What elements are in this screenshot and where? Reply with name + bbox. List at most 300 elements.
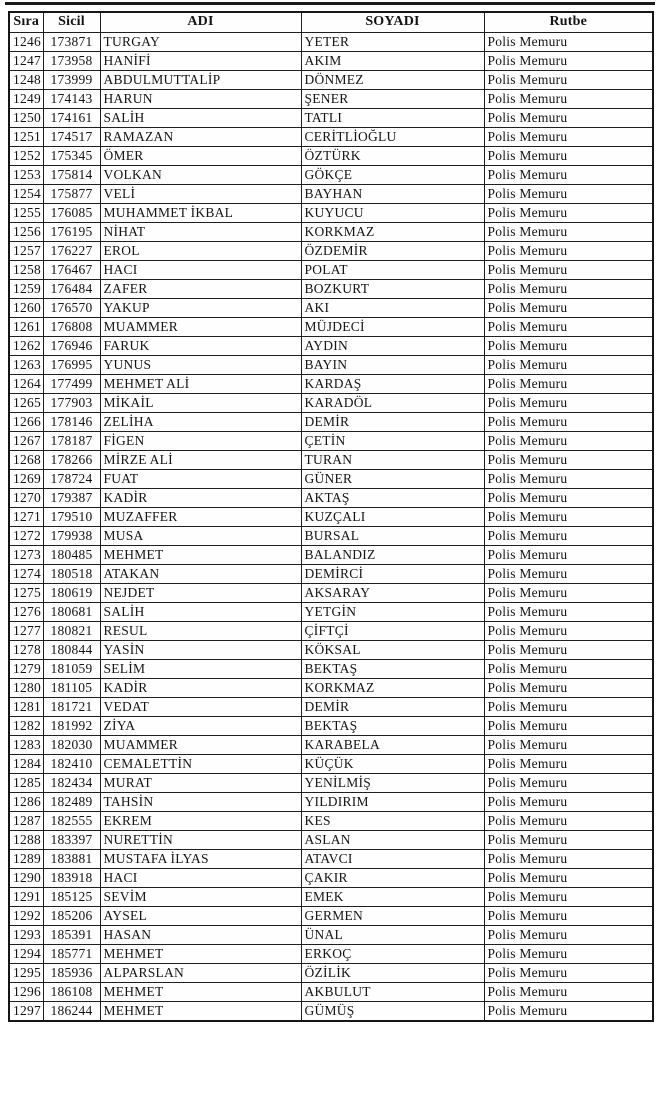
- cell-adi: MEHMET: [100, 945, 301, 964]
- table-row: [9, 128, 653, 147]
- cell-sira: 1272: [9, 527, 43, 546]
- cell-adi: MURAT: [100, 774, 301, 793]
- cell-adi: FİGEN: [100, 432, 301, 451]
- cell-sicil: 185391: [43, 926, 100, 945]
- cell-sira: 1275: [9, 584, 43, 603]
- table-row: [9, 926, 653, 945]
- cell-adi: TAHSİN: [100, 793, 301, 812]
- cell-sira: 1264: [9, 375, 43, 394]
- table-row: [9, 755, 653, 774]
- cell-adi: MİKAİL: [100, 394, 301, 413]
- cell-soyadi: ÜNAL: [301, 926, 484, 945]
- header-sira: Sıra: [9, 12, 43, 33]
- table-row: [9, 622, 653, 641]
- cell-sicil: 173999: [43, 71, 100, 90]
- cell-adi: YASİN: [100, 641, 301, 660]
- cell-sicil: 175345: [43, 147, 100, 166]
- header-rutbe: Rutbe: [484, 12, 653, 33]
- cell-soyadi: KUZÇALI: [301, 508, 484, 527]
- cell-sicil: 180485: [43, 546, 100, 565]
- cell-soyadi: KES: [301, 812, 484, 831]
- cell-rutbe: Polis Memuru: [484, 717, 653, 736]
- cell-soyadi: ASLAN: [301, 831, 484, 850]
- cell-rutbe: Polis Memuru: [484, 812, 653, 831]
- cell-sicil: 176467: [43, 261, 100, 280]
- cell-sira: 1248: [9, 71, 43, 90]
- cell-sira: 1257: [9, 242, 43, 261]
- cell-rutbe: Polis Memuru: [484, 945, 653, 964]
- table-row: [9, 641, 653, 660]
- cell-sicil: 173958: [43, 52, 100, 71]
- cell-sicil: 186244: [43, 1002, 100, 1022]
- cell-adi: ZELİHA: [100, 413, 301, 432]
- table-row: [9, 793, 653, 812]
- table-row: [9, 831, 653, 850]
- cell-adi: MİRZE ALİ: [100, 451, 301, 470]
- cell-rutbe: Polis Memuru: [484, 242, 653, 261]
- cell-sira: 1288: [9, 831, 43, 850]
- cell-soyadi: AKTAŞ: [301, 489, 484, 508]
- cell-rutbe: Polis Memuru: [484, 774, 653, 793]
- cell-sicil: 180821: [43, 622, 100, 641]
- cell-rutbe: Polis Memuru: [484, 907, 653, 926]
- cell-sira: 1259: [9, 280, 43, 299]
- cell-adi: YUNUS: [100, 356, 301, 375]
- cell-sicil: 174143: [43, 90, 100, 109]
- personnel-table: [8, 11, 654, 1022]
- cell-sira: 1297: [9, 1002, 43, 1022]
- cell-soyadi: TURAN: [301, 451, 484, 470]
- cell-adi: FUAT: [100, 470, 301, 489]
- table-row: [9, 223, 653, 242]
- table-row: [9, 907, 653, 926]
- cell-sicil: 183918: [43, 869, 100, 888]
- cell-soyadi: TATLI: [301, 109, 484, 128]
- cell-adi: KADİR: [100, 489, 301, 508]
- cell-sira: 1284: [9, 755, 43, 774]
- cell-sicil: 176570: [43, 299, 100, 318]
- cell-soyadi: GÜNER: [301, 470, 484, 489]
- table-row: [9, 679, 653, 698]
- cell-soyadi: ÇİFTÇİ: [301, 622, 484, 641]
- cell-sira: 1249: [9, 90, 43, 109]
- cell-rutbe: Polis Memuru: [484, 641, 653, 660]
- cell-soyadi: BURSAL: [301, 527, 484, 546]
- cell-rutbe: Polis Memuru: [484, 584, 653, 603]
- cell-sira: 1256: [9, 223, 43, 242]
- cell-rutbe: Polis Memuru: [484, 394, 653, 413]
- cell-sira: 1268: [9, 451, 43, 470]
- cell-soyadi: DÖNMEZ: [301, 71, 484, 90]
- cell-rutbe: Polis Memuru: [484, 318, 653, 337]
- cell-sicil: 182555: [43, 812, 100, 831]
- cell-sira: 1295: [9, 964, 43, 983]
- table-row: [9, 451, 653, 470]
- cell-sira: 1276: [9, 603, 43, 622]
- table-header-row: [9, 12, 653, 33]
- cell-sira: 1283: [9, 736, 43, 755]
- cell-adi: NİHAT: [100, 223, 301, 242]
- cell-adi: MEHMET: [100, 1002, 301, 1022]
- cell-sira: 1265: [9, 394, 43, 413]
- cell-sicil: 174517: [43, 128, 100, 147]
- cell-sira: 1281: [9, 698, 43, 717]
- cell-adi: TURGAY: [100, 33, 301, 52]
- cell-sicil: 181059: [43, 660, 100, 679]
- table-row: [9, 660, 653, 679]
- cell-adi: ZAFER: [100, 280, 301, 299]
- cell-sicil: 179510: [43, 508, 100, 527]
- cell-rutbe: Polis Memuru: [484, 698, 653, 717]
- cell-sicil: 177499: [43, 375, 100, 394]
- table-row: [9, 812, 653, 831]
- cell-soyadi: YILDIRIM: [301, 793, 484, 812]
- table-row: [9, 90, 653, 109]
- cell-sicil: 180619: [43, 584, 100, 603]
- cell-sira: 1291: [9, 888, 43, 907]
- table-row: [9, 71, 653, 90]
- cell-adi: ZİYA: [100, 717, 301, 736]
- cell-sicil: 182030: [43, 736, 100, 755]
- cell-sira: 1267: [9, 432, 43, 451]
- cell-adi: SELİM: [100, 660, 301, 679]
- header-sicil: Sicil: [43, 12, 100, 33]
- cell-soyadi: ERKOÇ: [301, 945, 484, 964]
- cell-sicil: 182410: [43, 755, 100, 774]
- cell-sicil: 185936: [43, 964, 100, 983]
- cell-rutbe: Polis Memuru: [484, 33, 653, 52]
- cell-rutbe: Polis Memuru: [484, 983, 653, 1002]
- table-row: [9, 603, 653, 622]
- cell-soyadi: POLAT: [301, 261, 484, 280]
- cell-rutbe: Polis Memuru: [484, 603, 653, 622]
- header-adi: ADI: [100, 12, 301, 33]
- cell-sira: 1292: [9, 907, 43, 926]
- cell-sira: 1253: [9, 166, 43, 185]
- cell-soyadi: BALANDIZ: [301, 546, 484, 565]
- cell-rutbe: Polis Memuru: [484, 850, 653, 869]
- cell-sira: 1289: [9, 850, 43, 869]
- cell-sicil: 182489: [43, 793, 100, 812]
- cell-soyadi: KARDAŞ: [301, 375, 484, 394]
- cell-soyadi: BOZKURT: [301, 280, 484, 299]
- cell-adi: NEJDET: [100, 584, 301, 603]
- table-row: [9, 33, 653, 52]
- cell-sira: 1282: [9, 717, 43, 736]
- cell-sira: 1251: [9, 128, 43, 147]
- cell-sira: 1271: [9, 508, 43, 527]
- table-row: [9, 470, 653, 489]
- table-body: [9, 33, 653, 1022]
- cell-soyadi: AKI: [301, 299, 484, 318]
- table-row: [9, 736, 653, 755]
- table-row: [9, 869, 653, 888]
- cell-adi: HASAN: [100, 926, 301, 945]
- cell-adi: RESUL: [100, 622, 301, 641]
- cell-rutbe: Polis Memuru: [484, 888, 653, 907]
- cell-sicil: 183881: [43, 850, 100, 869]
- cell-adi: MEHMET: [100, 983, 301, 1002]
- table-row: [9, 565, 653, 584]
- cell-rutbe: Polis Memuru: [484, 660, 653, 679]
- table-row: [9, 584, 653, 603]
- cell-sicil: 181105: [43, 679, 100, 698]
- table-row: [9, 52, 653, 71]
- table-row: [9, 356, 653, 375]
- table-row: [9, 413, 653, 432]
- cell-rutbe: Polis Memuru: [484, 793, 653, 812]
- cell-soyadi: ÇETİN: [301, 432, 484, 451]
- cell-sira: 1296: [9, 983, 43, 1002]
- cell-rutbe: Polis Memuru: [484, 223, 653, 242]
- table-row: [9, 299, 653, 318]
- table-row: [9, 527, 653, 546]
- table-row: [9, 394, 653, 413]
- cell-sira: 1262: [9, 337, 43, 356]
- table-row: [9, 983, 653, 1002]
- table-row: [9, 489, 653, 508]
- cell-rutbe: Polis Memuru: [484, 565, 653, 584]
- cell-sira: 1280: [9, 679, 43, 698]
- cell-rutbe: Polis Memuru: [484, 52, 653, 71]
- cell-soyadi: DEMİR: [301, 698, 484, 717]
- cell-adi: MUHAMMET İKBAL: [100, 204, 301, 223]
- cell-sicil: 175877: [43, 185, 100, 204]
- cell-adi: MUAMMER: [100, 318, 301, 337]
- cell-soyadi: YETGİN: [301, 603, 484, 622]
- cell-sicil: 186108: [43, 983, 100, 1002]
- cell-sicil: 176995: [43, 356, 100, 375]
- cell-adi: HACI: [100, 869, 301, 888]
- cell-adi: NURETTİN: [100, 831, 301, 850]
- cell-sira: 1277: [9, 622, 43, 641]
- cell-rutbe: Polis Memuru: [484, 337, 653, 356]
- cell-rutbe: Polis Memuru: [484, 356, 653, 375]
- cell-rutbe: Polis Memuru: [484, 261, 653, 280]
- cell-soyadi: ATAVCI: [301, 850, 484, 869]
- table-row: [9, 432, 653, 451]
- cell-rutbe: Polis Memuru: [484, 204, 653, 223]
- cell-adi: ATAKAN: [100, 565, 301, 584]
- cell-sira: 1252: [9, 147, 43, 166]
- table-row: [9, 508, 653, 527]
- cell-sira: 1255: [9, 204, 43, 223]
- cell-adi: SEVİM: [100, 888, 301, 907]
- table-row: [9, 166, 653, 185]
- cell-sicil: 176484: [43, 280, 100, 299]
- cell-sicil: 185125: [43, 888, 100, 907]
- cell-rutbe: Polis Memuru: [484, 71, 653, 90]
- cell-soyadi: KARADÖL: [301, 394, 484, 413]
- cell-soyadi: YETER: [301, 33, 484, 52]
- cell-rutbe: Polis Memuru: [484, 451, 653, 470]
- cell-soyadi: KORKMAZ: [301, 679, 484, 698]
- cell-sicil: 185206: [43, 907, 100, 926]
- cell-sicil: 178146: [43, 413, 100, 432]
- cell-adi: RAMAZAN: [100, 128, 301, 147]
- cell-rutbe: Polis Memuru: [484, 432, 653, 451]
- cell-soyadi: ŞENER: [301, 90, 484, 109]
- cell-sicil: 176085: [43, 204, 100, 223]
- table-row: [9, 204, 653, 223]
- cell-rutbe: Polis Memuru: [484, 622, 653, 641]
- cell-adi: VOLKAN: [100, 166, 301, 185]
- cell-sicil: 180844: [43, 641, 100, 660]
- cell-sira: 1258: [9, 261, 43, 280]
- cell-rutbe: Polis Memuru: [484, 926, 653, 945]
- cell-soyadi: BAYHAN: [301, 185, 484, 204]
- cell-sira: 1261: [9, 318, 43, 337]
- cell-rutbe: Polis Memuru: [484, 869, 653, 888]
- cell-sira: 1250: [9, 109, 43, 128]
- cell-rutbe: Polis Memuru: [484, 527, 653, 546]
- cell-adi: MUSA: [100, 527, 301, 546]
- cell-sira: 1270: [9, 489, 43, 508]
- cell-rutbe: Polis Memuru: [484, 128, 653, 147]
- cell-soyadi: GÖKÇE: [301, 166, 484, 185]
- table-row: [9, 318, 653, 337]
- table-row: [9, 945, 653, 964]
- cell-soyadi: CERİTLİOĞLU: [301, 128, 484, 147]
- cell-sicil: 176808: [43, 318, 100, 337]
- cell-rutbe: Polis Memuru: [484, 736, 653, 755]
- table-row: [9, 261, 653, 280]
- cell-adi: HACI: [100, 261, 301, 280]
- cell-sira: 1254: [9, 185, 43, 204]
- cell-adi: KADİR: [100, 679, 301, 698]
- cell-sira: 1278: [9, 641, 43, 660]
- cell-soyadi: AKSARAY: [301, 584, 484, 603]
- table-row: [9, 717, 653, 736]
- cell-rutbe: Polis Memuru: [484, 508, 653, 527]
- cell-sira: 1246: [9, 33, 43, 52]
- cell-adi: SALİH: [100, 109, 301, 128]
- cell-sira: 1266: [9, 413, 43, 432]
- cell-sicil: 179938: [43, 527, 100, 546]
- cell-adi: ABDULMUTTALİP: [100, 71, 301, 90]
- cell-adi: EKREM: [100, 812, 301, 831]
- cell-sicil: 178187: [43, 432, 100, 451]
- cell-adi: AYSEL: [100, 907, 301, 926]
- cell-soyadi: YENİLMİŞ: [301, 774, 484, 793]
- cell-sicil: 176195: [43, 223, 100, 242]
- cell-sira: 1293: [9, 926, 43, 945]
- cell-rutbe: Polis Memuru: [484, 413, 653, 432]
- table-row: [9, 242, 653, 261]
- table-row: [9, 147, 653, 166]
- cell-rutbe: Polis Memuru: [484, 280, 653, 299]
- top-rule: [5, 2, 655, 5]
- table-row: [9, 109, 653, 128]
- cell-rutbe: Polis Memuru: [484, 109, 653, 128]
- cell-sicil: 173871: [43, 33, 100, 52]
- cell-rutbe: Polis Memuru: [484, 299, 653, 318]
- table-row: [9, 337, 653, 356]
- cell-adi: MEHMET: [100, 546, 301, 565]
- cell-sira: 1247: [9, 52, 43, 71]
- cell-adi: MUZAFFER: [100, 508, 301, 527]
- cell-soyadi: MÜJDECİ: [301, 318, 484, 337]
- cell-sicil: 176227: [43, 242, 100, 261]
- cell-sicil: 178724: [43, 470, 100, 489]
- cell-soyadi: KUYUCU: [301, 204, 484, 223]
- cell-soyadi: BEKTAŞ: [301, 717, 484, 736]
- cell-soyadi: ÖZTÜRK: [301, 147, 484, 166]
- cell-adi: VELİ: [100, 185, 301, 204]
- table-row: [9, 964, 653, 983]
- cell-soyadi: ÖZDEMİR: [301, 242, 484, 261]
- cell-adi: FARUK: [100, 337, 301, 356]
- cell-rutbe: Polis Memuru: [484, 489, 653, 508]
- cell-adi: MUAMMER: [100, 736, 301, 755]
- cell-rutbe: Polis Memuru: [484, 185, 653, 204]
- cell-sicil: 182434: [43, 774, 100, 793]
- cell-sicil: 181721: [43, 698, 100, 717]
- cell-rutbe: Polis Memuru: [484, 166, 653, 185]
- table-row: [9, 774, 653, 793]
- table-row: [9, 888, 653, 907]
- cell-rutbe: Polis Memuru: [484, 147, 653, 166]
- cell-adi: EROL: [100, 242, 301, 261]
- table-row: [9, 375, 653, 394]
- cell-soyadi: GERMEN: [301, 907, 484, 926]
- table-row: [9, 185, 653, 204]
- cell-sira: 1273: [9, 546, 43, 565]
- cell-sicil: 175814: [43, 166, 100, 185]
- cell-soyadi: BAYIN: [301, 356, 484, 375]
- cell-sira: 1279: [9, 660, 43, 679]
- cell-adi: YAKUP: [100, 299, 301, 318]
- table-row: [9, 1002, 653, 1022]
- cell-rutbe: Polis Memuru: [484, 470, 653, 489]
- cell-adi: ALPARSLAN: [100, 964, 301, 983]
- cell-sicil: 174161: [43, 109, 100, 128]
- cell-soyadi: ÖZİLİK: [301, 964, 484, 983]
- cell-sira: 1294: [9, 945, 43, 964]
- cell-sira: 1287: [9, 812, 43, 831]
- cell-soyadi: AKBULUT: [301, 983, 484, 1002]
- cell-rutbe: Polis Memuru: [484, 964, 653, 983]
- cell-sicil: 178266: [43, 451, 100, 470]
- table-row: [9, 850, 653, 869]
- cell-sira: 1290: [9, 869, 43, 888]
- table-row: [9, 698, 653, 717]
- cell-adi: HARUN: [100, 90, 301, 109]
- cell-soyadi: AKIM: [301, 52, 484, 71]
- cell-sicil: 180518: [43, 565, 100, 584]
- cell-sicil: 177903: [43, 394, 100, 413]
- cell-soyadi: BEKTAŞ: [301, 660, 484, 679]
- cell-sicil: 179387: [43, 489, 100, 508]
- cell-soyadi: DEMİRCİ: [301, 565, 484, 584]
- cell-sicil: 176946: [43, 337, 100, 356]
- cell-rutbe: Polis Memuru: [484, 546, 653, 565]
- cell-sicil: 185771: [43, 945, 100, 964]
- cell-rutbe: Polis Memuru: [484, 679, 653, 698]
- cell-sicil: 181992: [43, 717, 100, 736]
- cell-rutbe: Polis Memuru: [484, 375, 653, 394]
- cell-sira: 1269: [9, 470, 43, 489]
- table-row: [9, 280, 653, 299]
- cell-rutbe: Polis Memuru: [484, 755, 653, 774]
- cell-sicil: 183397: [43, 831, 100, 850]
- cell-adi: CEMALETTİN: [100, 755, 301, 774]
- cell-adi: SALİH: [100, 603, 301, 622]
- cell-rutbe: Polis Memuru: [484, 90, 653, 109]
- cell-sira: 1274: [9, 565, 43, 584]
- cell-sira: 1260: [9, 299, 43, 318]
- table-row: [9, 546, 653, 565]
